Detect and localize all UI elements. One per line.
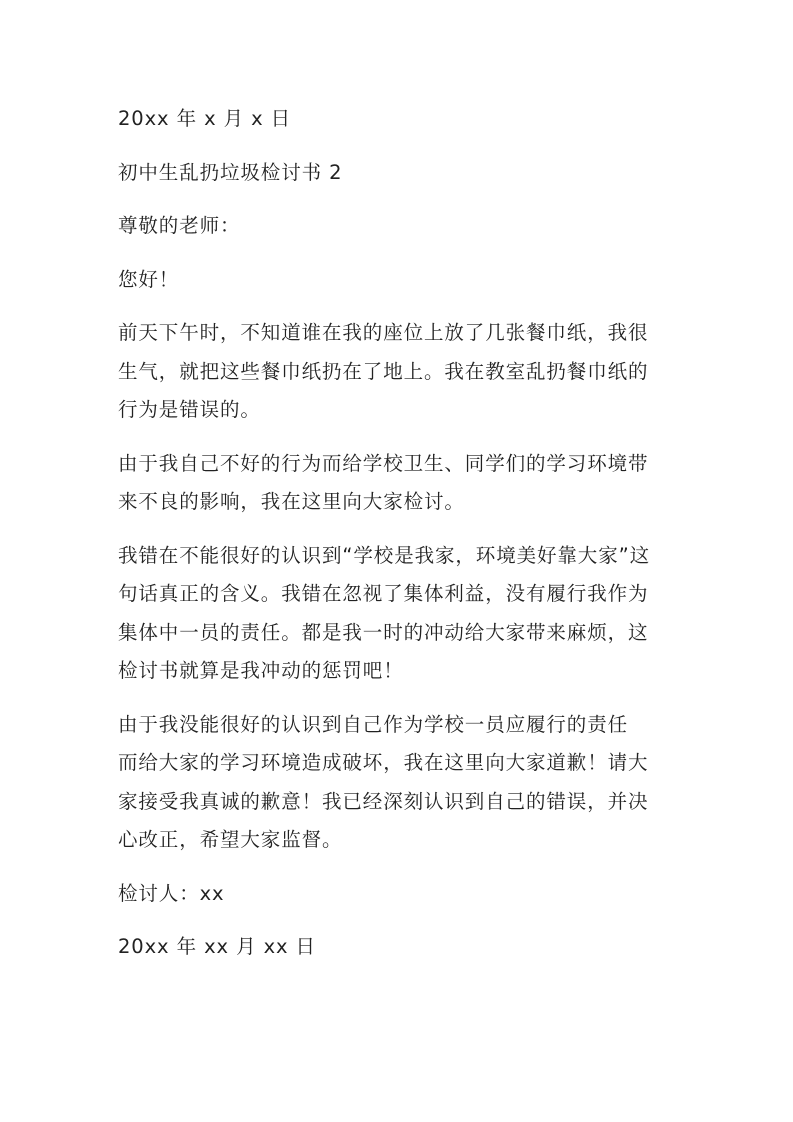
paragraph-line: 行为是错误的。: [118, 398, 261, 421]
paragraph-line: 家接受我真诚的歉意！我已经深刻认识到自己的错误，并决: [118, 789, 649, 813]
paragraph-line: 而给大家的学习环境造成破坏，我在这里向大家道歉！请大: [118, 751, 649, 774]
paragraph-line: 我错在不能很好的认识到“学校是我家，环境美好靠大家”这: [118, 543, 651, 567]
document-title: 初中生乱扔垃圾检讨书 2: [118, 160, 343, 184]
paragraph-line: 由于我没能很好的认识到自己作为学校一员应履行的责任: [118, 712, 629, 736]
paragraph-line: 前天下午时，不知道谁在我的座位上放了几张餐巾纸，我很: [118, 321, 649, 344]
paragraph-2: [118, 445, 678, 522]
paragraph-line: 来不良的影响，我在这里向大家检讨。: [118, 490, 465, 513]
paragraph-line: 检讨书就算是我冲动的惩罚吧！: [118, 659, 404, 682]
bottom-date: 20xx 年 xx 月 xx 日: [118, 935, 316, 958]
paragraph-line: 由于我自己不好的行为而给学校卫生、同学们的学习环境带: [118, 451, 649, 475]
paragraph-4: [118, 706, 678, 860]
signature: 检讨人：xx: [118, 881, 225, 905]
paragraph-3: [118, 537, 678, 691]
paragraph-line: 心改正，希望大家监督。: [118, 828, 343, 851]
paragraph-line: 集体中一员的责任。都是我一时的冲动给大家带来麻烦，这: [118, 620, 649, 644]
document-body: [118, 100, 678, 982]
paragraph-line: 生气，就把这些餐巾纸扔在了地上。我在教室乱扔餐巾纸的: [118, 359, 649, 383]
top-date: 20xx 年 x 月 x 日: [118, 107, 292, 130]
paragraph-line: 句话真正的含义。我错在忽视了集体利益，没有履行我作为: [118, 582, 649, 605]
greeting: 您好！: [118, 267, 180, 291]
paragraph-1: [118, 314, 678, 430]
salutation: 尊敬的老师：: [118, 214, 241, 237]
